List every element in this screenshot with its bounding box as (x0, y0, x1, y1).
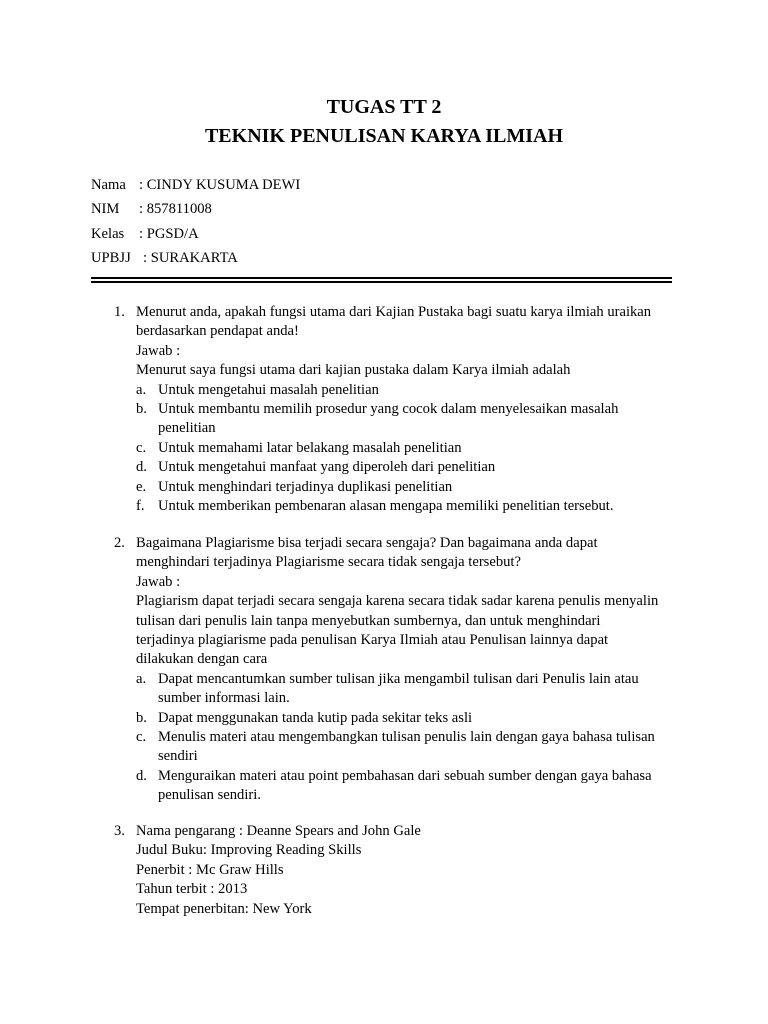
list-marker: c. (136, 439, 147, 456)
list-item (136, 670, 674, 709)
list-item (136, 767, 674, 806)
list-item-text: Untuk memberikan pembenaran alasan mengapa memiliki penelitian tersebut. (158, 498, 614, 515)
list-item-text: Untuk memahami latar belakang masalah penelitian (158, 439, 462, 456)
list-marker: e. (136, 478, 147, 495)
list-item-text: Untuk menghindari terjadinya duplikasi penelitian (158, 478, 453, 495)
book-author: Nama pengarang : Deanne Spears and John Gale (136, 823, 421, 839)
list-marker: f. (136, 498, 145, 515)
info-label: NIM (91, 201, 120, 217)
info-label: UPBJJ (91, 250, 131, 266)
divider-line (91, 281, 672, 283)
answer-list (136, 670, 674, 806)
question-text: menghindari terjadinya Plagiarisme secara tidak sengaja tersebut? (136, 554, 521, 571)
info-row-nim (91, 200, 212, 219)
list-item (136, 458, 674, 477)
info-label: Nama (91, 177, 126, 193)
book-year: Tahun terbit : 2013 (136, 881, 248, 898)
list-item (136, 381, 674, 400)
list-item-text: Menulis materi atau mengembangkan tulisan penulis lain dengan gaya bahasa tulisan sendiri (158, 729, 655, 765)
document-title: TUGAS TT 2 (326, 96, 442, 118)
info-row-upbjj (91, 249, 238, 268)
info-row-kelas (91, 225, 199, 244)
question-number: 2. (114, 535, 125, 551)
answer-heading: Jawab : (136, 573, 181, 590)
question-number: 1. (114, 304, 125, 320)
list-marker: c. (136, 729, 147, 746)
list-marker: d. (136, 459, 147, 476)
question-number: 3. (114, 823, 125, 839)
document-subtitle: TEKNIK PENULISAN KARYA ILMIAH (204, 125, 564, 147)
info-value: : CINDY KUSUMA DEWI (139, 177, 301, 193)
list-item (136, 478, 674, 497)
list-item-text: Untuk membantu memilih prosedur yang cocok dalam menyelesaikan masalah penelitian (158, 401, 619, 437)
list-item (136, 709, 674, 728)
info-value: : SURAKARTA (143, 250, 238, 266)
info-row-nama (91, 176, 300, 195)
list-item (136, 400, 674, 439)
list-marker: d. (136, 767, 147, 784)
list-item-text: Dapat menggunakan tanda kutip pada sekitar teks asli (158, 709, 473, 726)
list-item (136, 497, 674, 516)
list-marker: b. (136, 401, 147, 418)
answer-intro: Menurut saya fungsi utama dari kajian pustaka dalam Karya ilmiah adalah (136, 362, 571, 379)
answer-text: terjadinya plagiarisme pada penulisan Karya Ilmiah atau Penulisan lainnya dapat (136, 632, 609, 649)
question-3 (114, 822, 674, 919)
answer-text: dilakukan dengan cara (136, 651, 268, 668)
list-marker: a. (136, 381, 147, 398)
question-text: Menurut anda, apakah fungsi utama dari Kajian Pustaka bagi suatu karya ilmiah uraikan (136, 304, 652, 320)
question-2 (114, 534, 674, 806)
question-1 (114, 303, 674, 516)
list-item-text: Menguraikan materi atau point pembahasan dari sebuah sumber dengan gaya bahasa penulisan sendiri. (158, 767, 652, 804)
book-publisher: Penerbit : Mc Graw Hills (136, 861, 284, 878)
answer-text: tulisan dari penulis lain tanpa menyebutkan sumbernya, dan untuk menghindari (136, 612, 601, 629)
list-item-text: Dapat mencantumkan sumber tulisan jika mengambil tulisan dari Penulis lain atau sumber informasi lain. (158, 670, 639, 707)
list-item-text: Untuk mengetahui manfaat yang diperoleh dari penelitian (158, 459, 496, 476)
answer-text: Plagiarism dapat terjadi secara sengaja karena secara tidak sadar karena penulis menyalin (136, 593, 659, 610)
info-value: : 857811008 (139, 201, 212, 217)
list-item (136, 439, 674, 458)
info-value: : PGSD/A (139, 226, 199, 242)
answer-list (136, 381, 674, 517)
list-item (136, 728, 674, 767)
list-item-text: Untuk mengetahui masalah penelitian (158, 381, 379, 398)
list-marker: b. (136, 709, 147, 726)
book-title: Judul Buku: Improving Reading Skills (136, 842, 362, 859)
list-marker: a. (136, 670, 147, 687)
question-text: Bagaimana Plagiarisme bisa terjadi secara sengaja? Dan bagaimana anda dapat (136, 535, 598, 551)
answer-heading: Jawab : (136, 342, 181, 359)
info-label: Kelas (91, 226, 125, 242)
divider-line (91, 277, 672, 279)
book-place: Tempat penerbitan: New York (136, 900, 312, 917)
question-text: berdasarkan pendapat anda! (136, 323, 299, 340)
